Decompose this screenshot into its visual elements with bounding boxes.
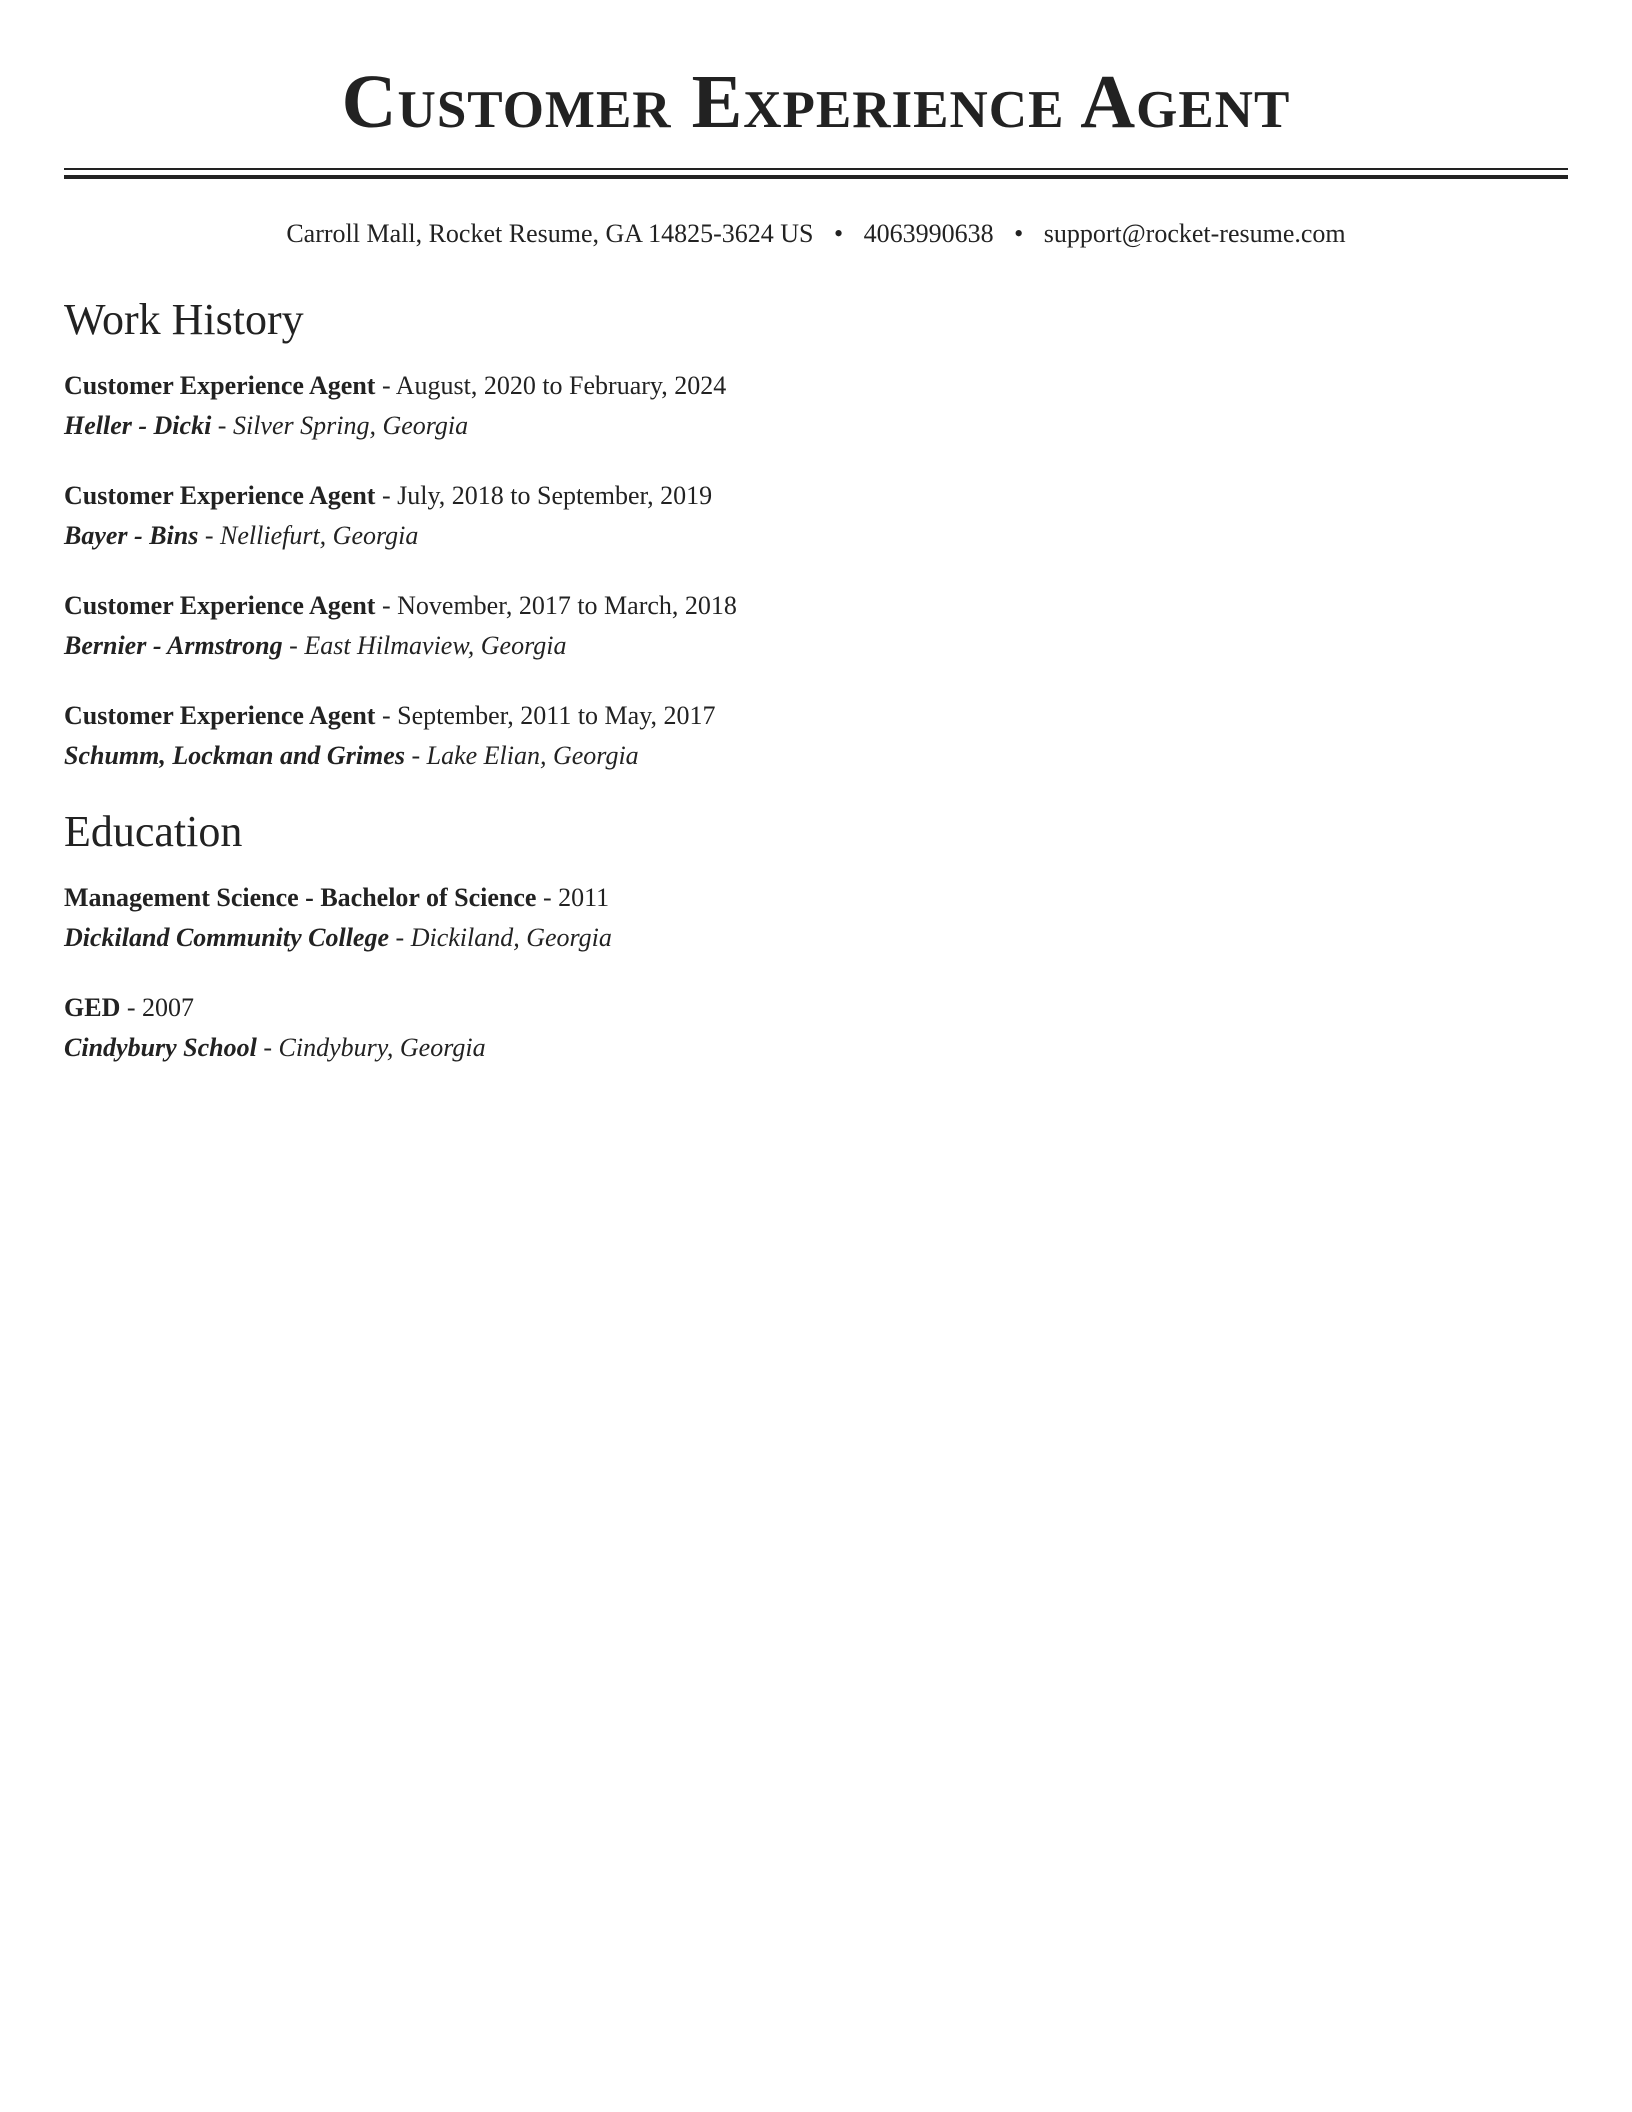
- education-entry-school-line: Dickiland Community College - Dickiland, Georgia: [64, 923, 612, 952]
- page-title: Customer Experience Agent: [341, 60, 1291, 144]
- company-location: Nelliefurt, Georgia: [220, 521, 419, 550]
- education-entry: [64, 988, 1568, 1068]
- education-heading: Education: [64, 807, 243, 856]
- work-entry-company-line: Bernier - Armstrong - East Hilmaview, Georgia: [64, 631, 567, 660]
- school-name: Dickiland Community College: [64, 923, 390, 952]
- work-entry-title-line: Customer Experience Agent - November, 2017 to March, 2018: [64, 591, 737, 620]
- school-location: Dickiland, Georgia: [410, 923, 612, 952]
- work-entry-company-line: Bayer - Bins - Nelliefurt, Georgia: [64, 521, 419, 550]
- education-entry-degree-line: Management Science - Bachelor of Science - 2011: [64, 883, 610, 912]
- work-history-list: [64, 366, 1568, 776]
- degree-name: Management Science - Bachelor of Science: [64, 883, 537, 912]
- work-entry: [64, 696, 1568, 776]
- education-entry-school-line: Cindybury School - Cindybury, Georgia: [64, 1033, 486, 1062]
- company-location: Silver Spring, Georgia: [232, 411, 469, 440]
- work-history-heading: Work History: [64, 295, 304, 344]
- work-entry-company-line: Schumm, Lockman and Grimes - Lake Elian, Georgia: [64, 741, 639, 770]
- company-name: Schumm, Lockman and Grimes: [64, 741, 405, 770]
- company-name: Bayer - Bins: [64, 521, 199, 550]
- school-name: Cindybury School: [64, 1033, 257, 1062]
- contact-email: support@rocket-resume.com: [1043, 219, 1346, 248]
- job-dates: July, 2018 to September, 2019: [397, 481, 713, 510]
- education-entry: [64, 878, 1568, 958]
- divider-thick-line: [64, 175, 1568, 179]
- work-entry: [64, 476, 1568, 556]
- degree-name: GED: [64, 993, 121, 1022]
- company-location: Lake Elian, Georgia: [426, 741, 639, 770]
- contact-phone: 4063990638: [863, 219, 994, 248]
- graduation-year: 2011: [558, 883, 610, 912]
- header-divider: [64, 168, 1568, 180]
- job-title: Customer Experience Agent: [64, 701, 376, 730]
- work-entry: [64, 366, 1568, 446]
- work-entry-title-line: Customer Experience Agent - September, 2011 to May, 2017: [64, 701, 716, 730]
- job-title: Customer Experience Agent: [64, 481, 376, 510]
- contact-separator: •: [834, 219, 844, 248]
- company-location: East Hilmaview, Georgia: [304, 631, 567, 660]
- contact-separator: •: [1014, 219, 1024, 248]
- work-entry-title-line: Customer Experience Agent - August, 2020 to February, 2024: [64, 371, 727, 400]
- contact-line: [64, 218, 1568, 250]
- divider-thin-line: [64, 168, 1568, 170]
- job-title: Customer Experience Agent: [64, 591, 376, 620]
- graduation-year: 2007: [142, 993, 195, 1022]
- work-entry: [64, 586, 1568, 666]
- company-name: Heller - Dicki: [64, 411, 212, 440]
- education-entry-degree-line: GED - 2007: [64, 993, 195, 1022]
- work-entry-title-line: Customer Experience Agent - July, 2018 to September, 2019: [64, 481, 713, 510]
- work-entry-company-line: Heller - Dicki - Silver Spring, Georgia: [64, 411, 469, 440]
- job-title: Customer Experience Agent: [64, 371, 376, 400]
- job-dates: August, 2020 to February, 2024: [395, 371, 727, 400]
- education-list: [64, 878, 1568, 1068]
- company-name: Bernier - Armstrong: [64, 631, 283, 660]
- school-location: Cindybury, Georgia: [278, 1033, 486, 1062]
- contact-address: Carroll Mall, Rocket Resume, GA 14825-3624 US: [286, 219, 814, 248]
- job-dates: November, 2017 to March, 2018: [397, 591, 737, 620]
- job-dates: September, 2011 to May, 2017: [397, 701, 716, 730]
